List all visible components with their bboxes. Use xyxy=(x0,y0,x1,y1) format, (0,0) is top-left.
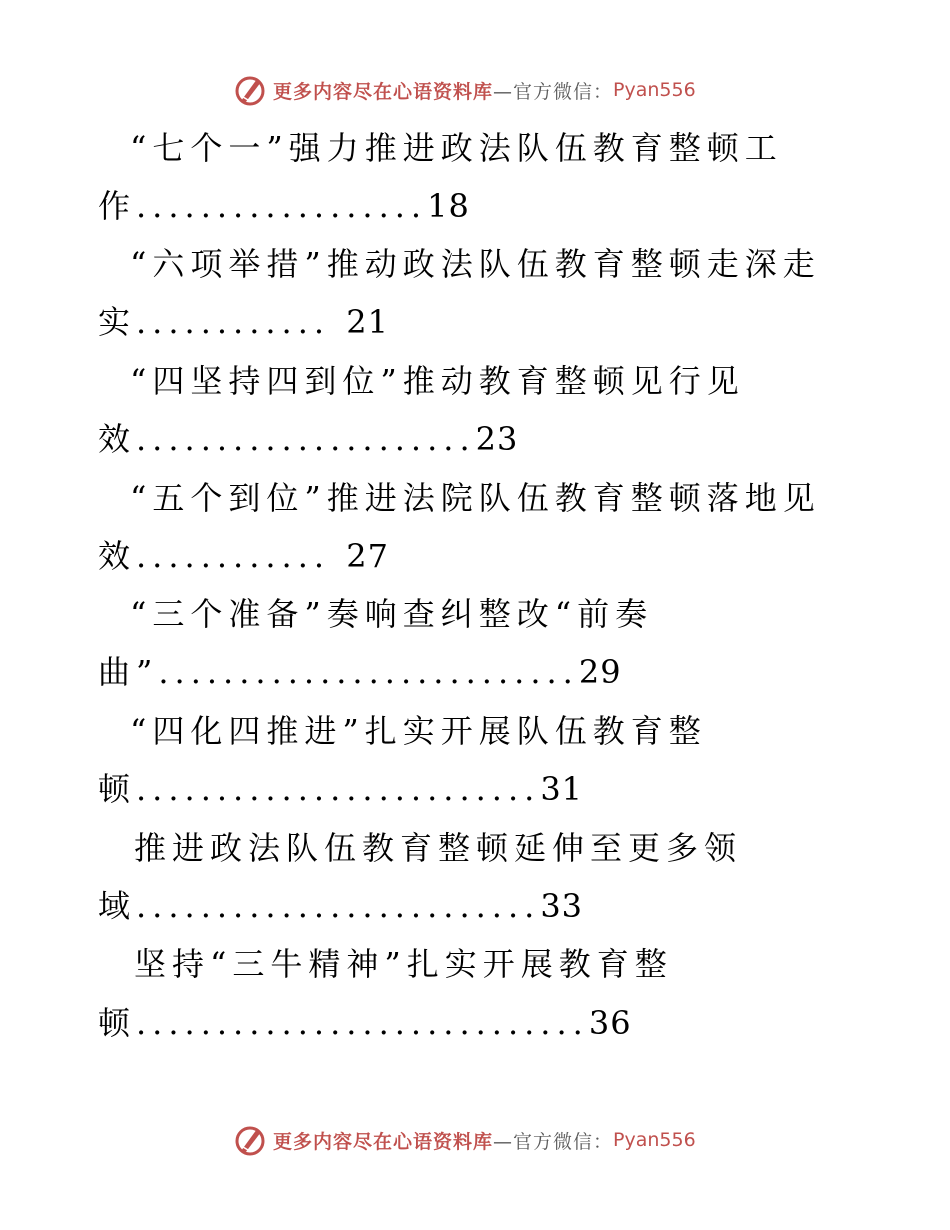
toc-page-number: 29 xyxy=(578,653,622,691)
toc-entry-title: 推进政法队伍教育整顿延伸至更多领 xyxy=(134,829,743,867)
watermark-wechat-id: Pyan556 xyxy=(613,1129,696,1151)
toc-entry-title: “六项举措”推动政法队伍教育整顿走深走 xyxy=(130,245,821,283)
toc-entry-leader xyxy=(98,652,622,692)
toc-entry-leader xyxy=(98,536,389,576)
toc-entry-tail: 顿......................... xyxy=(98,770,541,808)
watermark-wechat-id: Pyan556 xyxy=(613,79,696,101)
quill-pen-logo-icon xyxy=(233,1123,267,1157)
toc-page-number: 23 xyxy=(475,420,519,458)
watermark-official-label: —官方微信： xyxy=(493,80,614,103)
toc-entry-leader xyxy=(98,302,389,342)
toc-entry-leader xyxy=(98,186,470,226)
toc-page-number: 33 xyxy=(540,887,584,925)
toc-entry-leader xyxy=(98,1003,632,1043)
toc-entry-title: “三个准备”奏响查纠整改“前奏 xyxy=(130,595,654,633)
toc-entry-tail: 作.................. xyxy=(98,187,428,225)
toc-entry-tail: 曲”.......................... xyxy=(98,653,579,691)
toc-page-number: 21 xyxy=(346,303,389,341)
watermark-official-label: —官方微信： xyxy=(493,1130,614,1153)
toc-entry-title: “四坚持四到位”推动教育整顿见行见 xyxy=(130,362,745,400)
toc-entry-leader xyxy=(98,419,518,459)
toc-entry-tail: 顿............................ xyxy=(98,1004,589,1042)
toc-entry-title: “五个到位”推进法院队伍教育整顿落地见 xyxy=(130,479,821,517)
toc-page-number: 36 xyxy=(588,1004,632,1042)
watermark-brand: 更多内容尽在心语资料库 xyxy=(273,1130,494,1153)
toc-entry-tail: 实............ xyxy=(98,303,347,341)
toc-entry-title: “四化四推进”扎实开展队伍教育整 xyxy=(130,712,707,750)
toc-entry-title: 坚持“三牛精神”扎实开展教育整 xyxy=(134,945,673,983)
toc-page-number: 18 xyxy=(427,187,470,225)
toc-entry-tail: 域......................... xyxy=(98,887,541,925)
toc-entry-leader xyxy=(98,886,583,926)
toc-entry-title: “七个一”强力推进政法队伍教育整顿工 xyxy=(130,129,783,167)
watermark-brand: 更多内容尽在心语资料库 xyxy=(273,80,494,103)
toc-entry-tail: 效............ xyxy=(98,537,347,575)
toc-page-number: 27 xyxy=(346,537,389,575)
toc-entry-leader xyxy=(98,769,583,809)
toc-entry-tail: 效..................... xyxy=(98,420,476,458)
watermark-banner-bottom xyxy=(233,1120,696,1160)
toc-page-number: 31 xyxy=(540,770,584,808)
